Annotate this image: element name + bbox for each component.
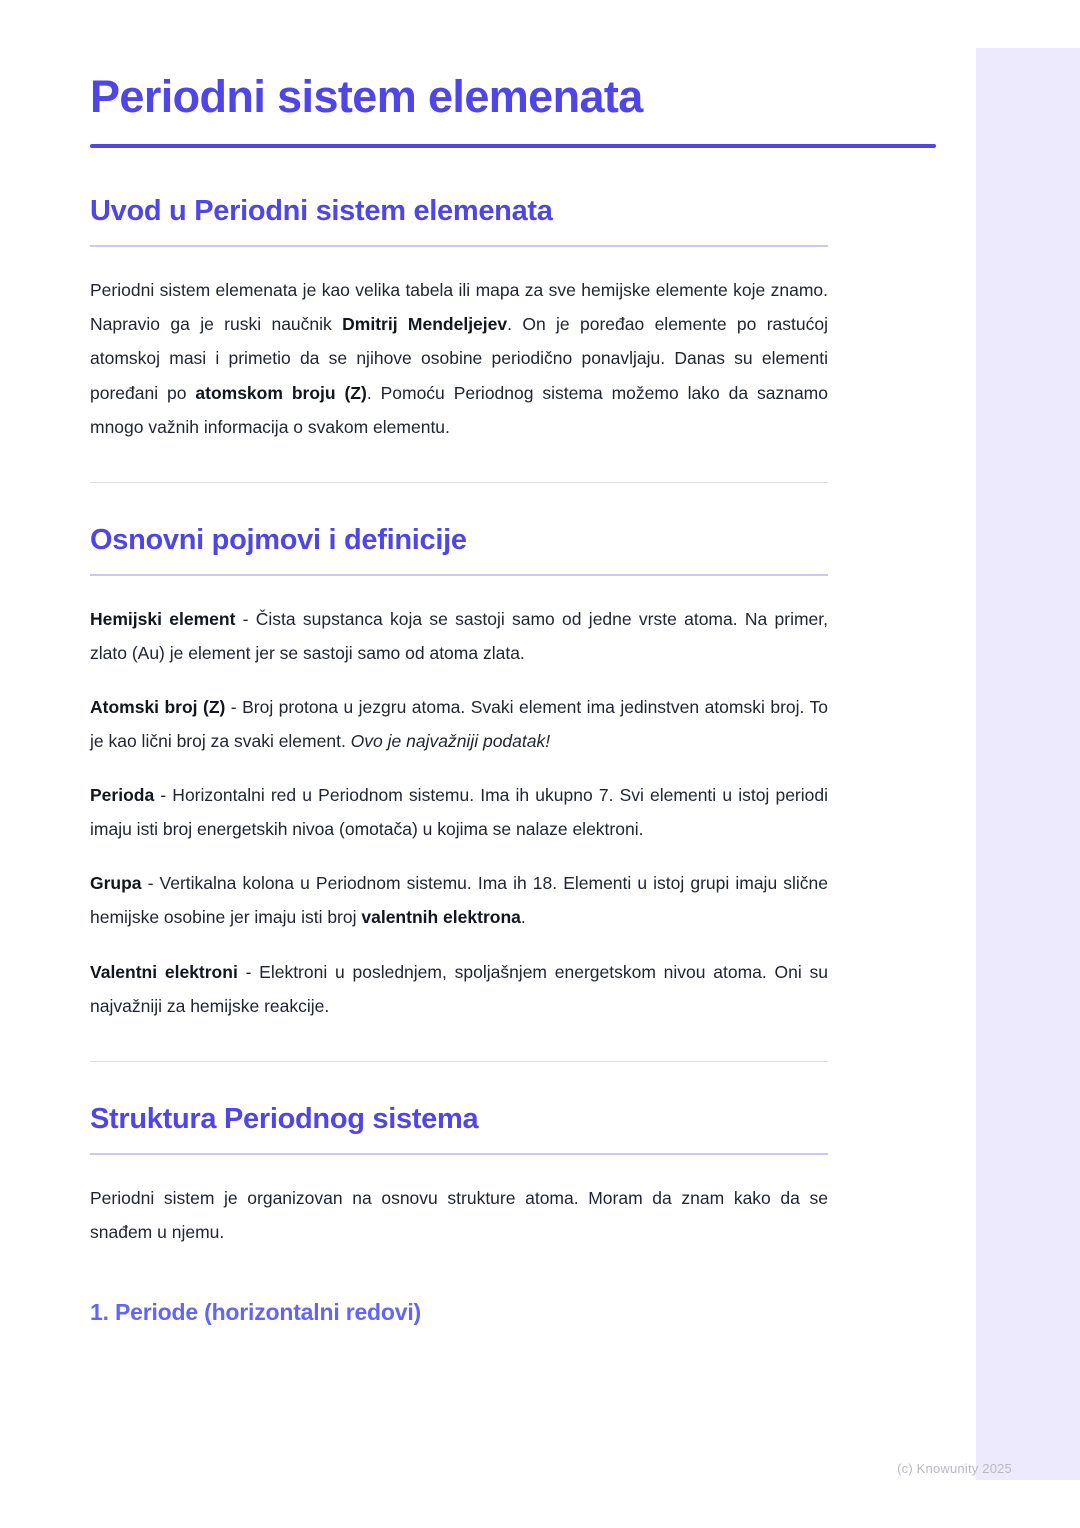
page-side-decoration xyxy=(970,48,1080,1480)
definition-perioda xyxy=(90,778,828,846)
content-divider-2 xyxy=(90,1061,828,1062)
spacer xyxy=(90,1269,824,1299)
section-heading-intro: Uvod u Periodni sistem elemenata xyxy=(90,195,553,228)
struktura-paragraph: Periodni sistem je organizovan na osnovu strukture atoma. Moram da znam kako da se snađem u njemu. xyxy=(90,1187,828,1242)
definition-grupa xyxy=(90,866,828,934)
definition-text-hemijski-element: - Čista supstanca koja se sastoji samo od jedne vrste atoma. Na primer, zlato (Au) je element jer se sastoji samo od atoma zlata. xyxy=(90,608,828,663)
definition-tail-grupa: . xyxy=(520,907,526,928)
section-divider-pojmovi xyxy=(90,574,828,576)
page-title: Periodni sistem elemenata xyxy=(90,71,643,122)
watermark: (c) Knowunity 2025 xyxy=(897,1461,1012,1476)
definition-term-hemijski-element: Hemijski element xyxy=(90,608,236,629)
definition-term-atomski-broj: Atomski broj (Z) xyxy=(90,696,226,717)
definition-bold-valentni-elektrona: valentnih elektrona xyxy=(361,907,521,928)
definition-term-valentni-elektroni: Valentni elektroni xyxy=(90,961,238,982)
section-heading-pojmovi: Osnovni pojmovi i definicije xyxy=(90,523,467,556)
section-divider-struktura xyxy=(90,1153,828,1155)
section-heading-struktura: Struktura Periodnog sistema xyxy=(90,1102,479,1135)
intro-bold-mendeljejev: Dmitrij Mendeljejev xyxy=(342,314,508,335)
subsection-heading-periode: 1. Periode (horizontalni redovi) xyxy=(90,1298,421,1325)
intro-paragraph: Periodni sistem elemenata je kao velika tabela ili mapa za sve hemijske elemente koje znamo. Napravio ga je ruski naučnik Dmitrij Mendeljejev. On je poređao elemente po rastućoj atomskoj masi i primetio da se njihove osobine periodično ponavljaju. Danas su elementi poređani po atomskom broju (Z). Pomoću Periodnog sistema možemo lako da saznamo mnogo važnih informacija o svakom elementu. xyxy=(90,280,828,437)
definition-text-valentni-elektroni: - Elektroni u poslednjem, spoljašnjem energetskom nivou atoma. Oni su najvažniji za hemijske reakcije. xyxy=(90,961,829,1016)
title-divider xyxy=(90,144,936,148)
definition-text-atomski-broj: - Broj protona u jezgru atoma. Svaki element ima jedinstven atomski broj. To je kao lični broj za svaki element. xyxy=(90,696,828,751)
definition-valentni-elektroni xyxy=(90,955,828,1023)
section-divider-intro xyxy=(90,245,828,247)
intro-bold-atomski-broj: atomskom broju (Z) xyxy=(195,382,367,403)
definition-hemijski-element xyxy=(90,602,828,670)
definition-text-grupa: - Vertikalna kolona u Periodnom sistemu. Ima ih 18. Elementi u istoj grupi imaju slične hemijske osobine jer imaju isti broj xyxy=(90,873,828,928)
definition-emphasis-atomski-broj: Ovo je najvažniji podatak! xyxy=(350,730,551,751)
page-side-decoration-gap xyxy=(970,48,976,1480)
definition-text-perioda: - Horizontalni red u Periodnom sistemu. Ima ih ukupno 7. Svi elementi u istoj periodi imaju isti broj energetskih nivoa (omotača) u kojima se nalaze elektroni. xyxy=(90,785,828,840)
content-divider-1 xyxy=(90,482,828,483)
definition-term-perioda: Perioda xyxy=(90,785,155,806)
definition-atomski-broj xyxy=(90,690,828,758)
definition-term-grupa: Grupa xyxy=(90,873,142,894)
